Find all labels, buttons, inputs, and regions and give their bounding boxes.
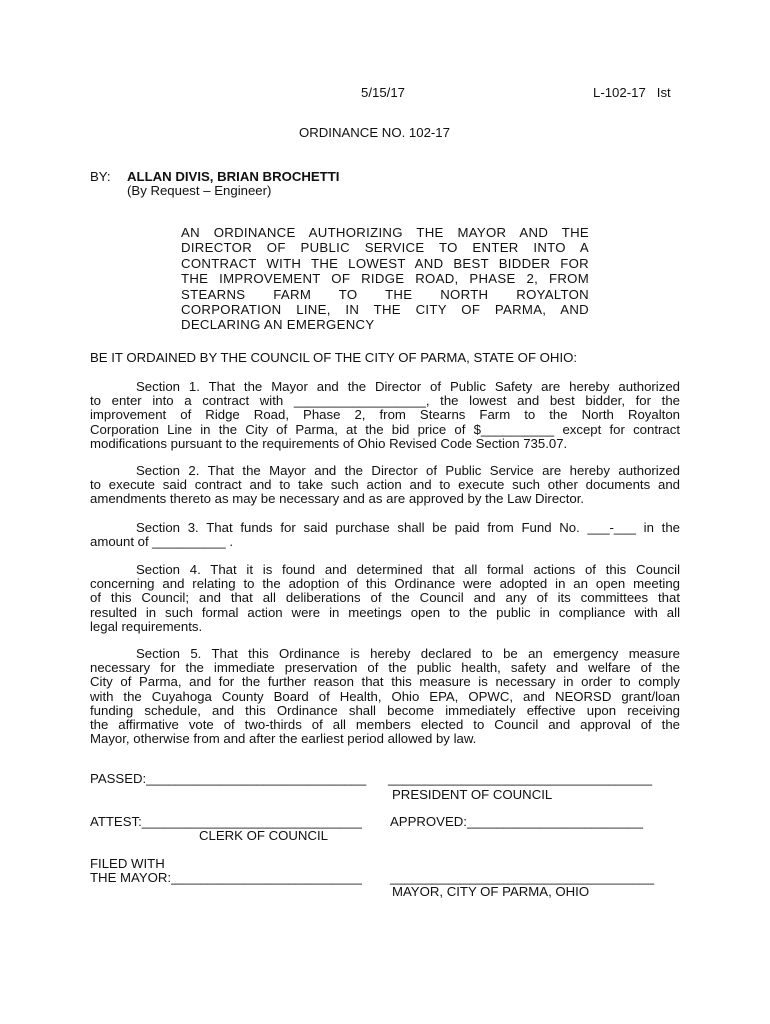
section-1 bbox=[90, 380, 680, 451]
clerk-of-council-label: CLERK OF COUNCIL bbox=[199, 828, 328, 843]
attest-line: ATTEST:______________________________ bbox=[90, 814, 362, 829]
caption-line: CONTRACT WITH THE LOWEST AND BEST BIDDER FOR bbox=[181, 255, 589, 271]
president-of-council-label: PRESIDENT OF COUNCIL bbox=[392, 787, 553, 802]
ordinance-caption bbox=[181, 225, 589, 333]
section-3-line: amount of __________ . bbox=[90, 534, 233, 550]
section-3-line: Section 3. That funds for said purchase shall be paid from Fund No. ___-___ in the bbox=[136, 520, 680, 535]
section-2-line: Section 2. That the Mayor and the Director of Public Service are hereby authorized bbox=[136, 463, 680, 478]
section-2-line: to execute said contract and to take such action and to execute such other documents and bbox=[90, 477, 680, 493]
section-3 bbox=[90, 521, 680, 549]
document-reference: L-102-17 Ist bbox=[593, 85, 671, 100]
section-1-line: to enter into a contract with __________________, the lowest and best bidder, for the bbox=[90, 393, 680, 409]
section-4-line: legal requirements. bbox=[90, 618, 203, 634]
caption-line: DECLARING AN EMERGENCY bbox=[181, 317, 375, 333]
section-1-line: Corporation Line in the City of Parma, at the bid price of $__________ except for contract bbox=[90, 421, 680, 437]
section-2-line: amendments thereto as may be necessary and as are approved by the Law Director. bbox=[90, 491, 585, 507]
caption-line: CORPORATION LINE, IN THE CITY OF PARMA, AND bbox=[181, 302, 589, 318]
caption-line: AN ORDINANCE AUTHORIZING THE MAYOR AND THE bbox=[181, 225, 589, 240]
approved-line: APPROVED:________________________ bbox=[390, 814, 643, 829]
section-5-line: Mayor, otherwise from and after the earliest period allowed by law. bbox=[90, 731, 477, 747]
section-5-line: City of Parma, and for the further reason that this measure is necessary in order to comply bbox=[90, 674, 680, 690]
section-4-line: Section 4. That it is found and determined that all formal actions of this Council bbox=[136, 562, 680, 577]
document-date: 5/15/17 bbox=[361, 85, 405, 100]
sponsor-request: (By Request – Engineer) bbox=[127, 183, 272, 198]
section-4 bbox=[90, 563, 680, 634]
mayor-label: MAYOR, CITY OF PARMA, OHIO bbox=[392, 884, 590, 899]
section-5-line: Section 5. That this Ordinance is hereby declared to be an emergency measure bbox=[136, 646, 680, 661]
the-mayor-line: THE MAYOR:__________________________ bbox=[90, 870, 362, 885]
section-2 bbox=[90, 464, 680, 507]
caption-line: THE IMPROVEMENT OF RIDGE ROAD, PHASE 2, FROM bbox=[181, 271, 589, 287]
filed-with-label: FILED WITH bbox=[90, 856, 165, 871]
sponsor-names: ALLAN DIVIS, BRIAN BROCHETTI bbox=[127, 169, 340, 184]
president-signature-line: ____________________________________ bbox=[388, 771, 653, 786]
section-1-line: improvement of Ridge Road, Phase 2, from Stearns Farm to the North Royalton bbox=[90, 407, 680, 423]
section-4-line: resulted in such formal action were in meetings open to the public in compliance with all bbox=[90, 604, 680, 620]
section-5-line: funding schedule, and this Ordinance shall become immediately effective upon receiving bbox=[90, 702, 680, 718]
section-5-line: the affirmative vote of two-thirds of all members elected to Council and approval of the bbox=[90, 717, 680, 733]
enacting-clause: BE IT ORDAINED BY THE COUNCIL OF THE CITY OF PARMA, STATE OF OHIO: bbox=[90, 350, 578, 365]
ordinance-number: ORDINANCE NO. 102-17 bbox=[299, 125, 450, 140]
section-1-line: Section 1. That the Mayor and the Director of Public Safety are hereby authorized bbox=[136, 379, 680, 394]
section-4-line: concerning and relating to the adoption of this Ordinance were adopted in an open meeting bbox=[90, 576, 680, 592]
caption-line: DIRECTOR OF PUBLIC SERVICE TO ENTER INTO A bbox=[181, 240, 589, 256]
section-1-line: modifications pursuant to the requirements of Ohio Revised Code Section 735.07. bbox=[90, 435, 568, 451]
passed-line: PASSED:______________________________ bbox=[90, 771, 367, 786]
caption-line: STEARNS FARM TO THE NORTH ROYALTON bbox=[181, 286, 589, 302]
section-5 bbox=[90, 647, 680, 746]
mayor-signature-line: ____________________________________ bbox=[390, 870, 655, 885]
section-4-line: of this Council; and that all deliberations of the Council and any of its committees that bbox=[90, 590, 680, 606]
section-5-line: with the Cuyahoga County Board of Health, Ohio EPA, OPWC, and NEORSD grant/loan bbox=[90, 688, 680, 704]
by-label: BY: bbox=[90, 169, 111, 184]
section-5-line: necessary for the immediate preservation of the public health, safety and welfare of the bbox=[90, 660, 680, 676]
